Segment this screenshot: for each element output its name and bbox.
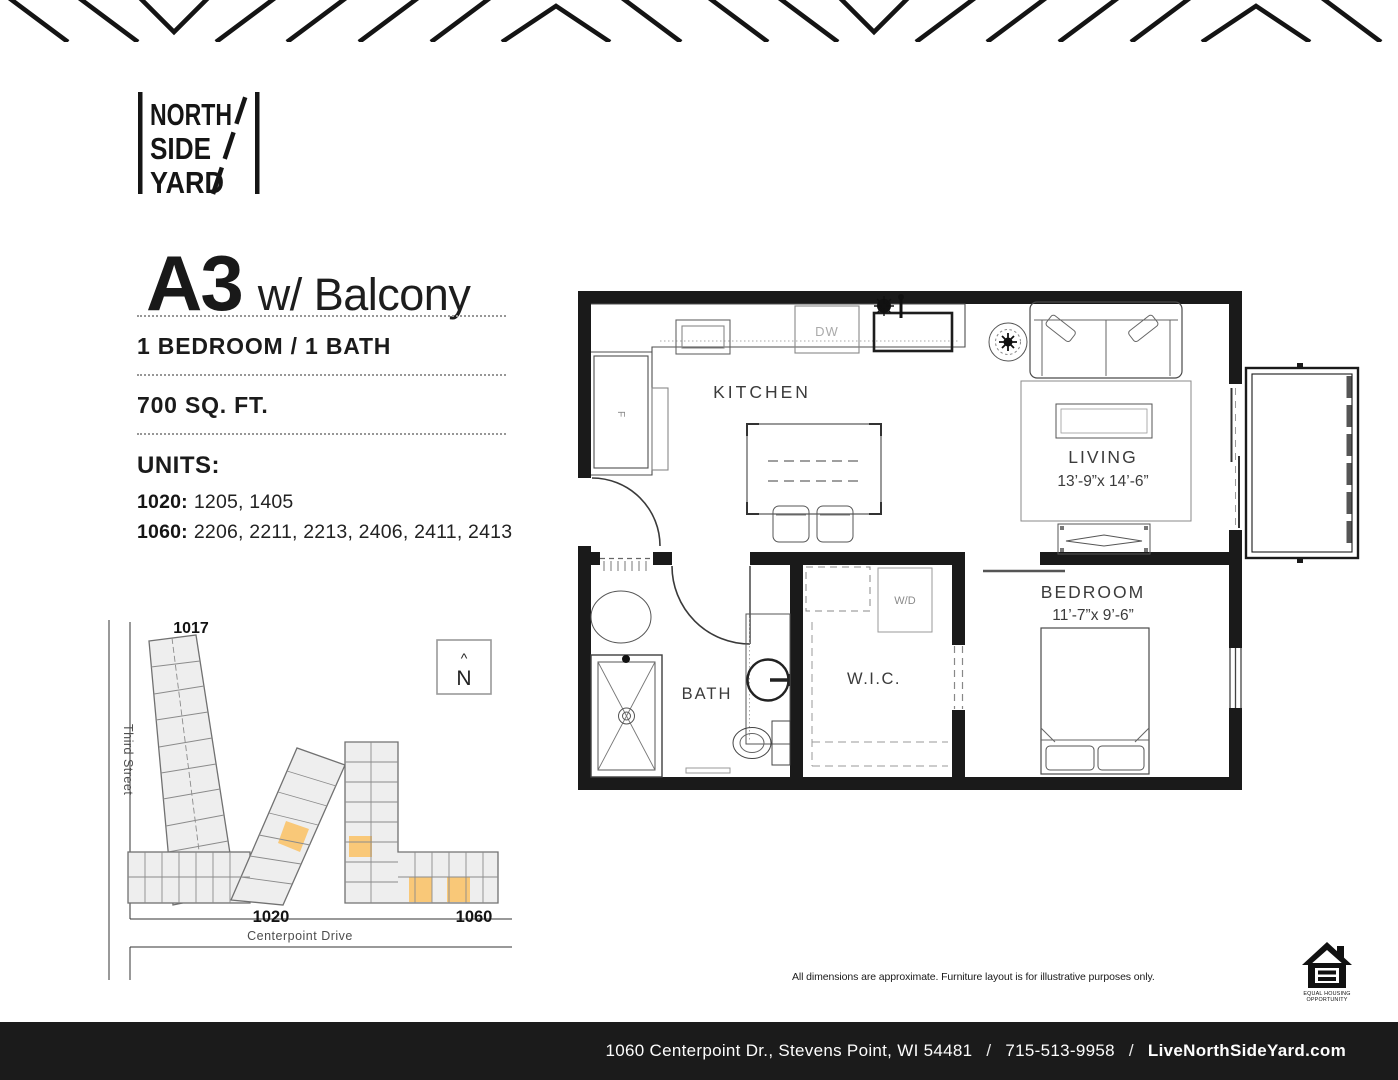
entry-door-swing <box>592 478 660 546</box>
washer-dryer-label: W/D <box>894 595 916 607</box>
wic-storage <box>806 567 870 611</box>
toilet <box>733 728 771 759</box>
brand-line-2: SIDE <box>150 131 211 166</box>
bedroom-dims: 11’-7”x 9’-6” <box>1052 607 1134 624</box>
building-code: 1060: <box>137 521 188 543</box>
bedroom-label: BEDROOM <box>1040 582 1146 602</box>
tv <box>1066 535 1142 546</box>
kitchen-label: KITCHEN <box>713 382 811 402</box>
eho-line1: EQUAL HOUSING <box>1303 991 1351 997</box>
site-map <box>95 608 515 983</box>
building-label-1020: 1020 <box>252 908 290 926</box>
living-room-furniture <box>989 302 1191 554</box>
toilet-tank <box>772 721 790 765</box>
bath-mat <box>686 768 730 773</box>
chevron-pattern <box>0 0 1398 42</box>
unit-list: 1205, 1405 <box>193 491 294 513</box>
unit-list: 2206, 2211, 2213, 2406, 2411, 2413 <box>193 521 513 543</box>
kitchen-island <box>747 424 881 542</box>
kitchen-sink <box>874 313 952 351</box>
brand-line-3: YARD <box>150 165 224 200</box>
units-row-1060 <box>137 521 512 544</box>
wic-shelving <box>812 622 948 766</box>
north-caret: ^ <box>460 650 468 666</box>
bath-fixtures <box>591 591 790 777</box>
footer-phone: 715-513-9958 <box>1005 1041 1115 1060</box>
bed <box>1041 628 1149 774</box>
equal-housing-logo <box>1300 938 1354 1002</box>
street-label-horizontal: Centerpoint Drive <box>247 929 353 943</box>
units-heading: UNITS: <box>137 452 220 479</box>
north-label: N <box>456 667 472 690</box>
pillow <box>1098 746 1144 770</box>
building-1060 <box>345 742 498 926</box>
tv-console <box>1058 524 1150 554</box>
bath-door-swing <box>672 566 750 644</box>
footer-website: LiveNorthSideYard.com <box>1147 1041 1346 1060</box>
dotted-rule <box>137 433 506 435</box>
plan-code: A3 <box>146 239 242 327</box>
plant <box>999 333 1017 351</box>
walls <box>578 291 1242 790</box>
balcony <box>1246 363 1358 563</box>
area-spec: 700 SQ. FT. <box>137 392 269 418</box>
throw-pillow <box>1045 314 1077 343</box>
wic-opening <box>955 646 963 709</box>
fridge-label: F <box>615 410 626 418</box>
floor-plan <box>556 268 1392 816</box>
bedroom-furniture <box>1041 628 1149 774</box>
wic-label: W.I.C. <box>847 670 901 688</box>
brand-line-1: NORTH <box>150 97 232 132</box>
disclaimer-text: All dimensions are approximate. Furniture layout is for illustrative purposes only. <box>792 971 1155 983</box>
building-label-1017: 1017 <box>173 620 209 637</box>
highlighted-unit <box>409 877 432 902</box>
building-code: 1020: <box>137 491 188 513</box>
balcony-door <box>1232 388 1240 528</box>
dishwasher-label: DW <box>815 324 839 339</box>
dotted-rule <box>137 315 506 317</box>
living-dims: 13’-9”x 14’-6” <box>1057 473 1149 490</box>
bed-bath-spec: 1 BEDROOM / 1 BATH <box>137 333 392 359</box>
pillow <box>1046 746 1094 770</box>
highlighted-unit <box>349 836 372 857</box>
stool <box>773 506 809 542</box>
wic-fixtures <box>806 567 948 766</box>
living-label: LIVING <box>1068 447 1138 467</box>
bedroom-window <box>1230 648 1241 708</box>
eho-roof-icon <box>1302 942 1352 965</box>
logo-right-bar <box>255 92 260 194</box>
entry-closet <box>600 559 653 572</box>
bath-table <box>591 591 651 643</box>
stool <box>817 506 853 542</box>
units-row-1020 <box>137 491 293 514</box>
street-label-vertical: Third Street <box>121 724 135 796</box>
north-arrow <box>437 640 491 694</box>
logo-left-bar <box>138 92 143 194</box>
footer-address: 1060 Centerpoint Dr., Stevens Point, WI 54481 <box>605 1041 973 1060</box>
plan-variant: w/ Balcony <box>257 269 471 320</box>
throw-pillow <box>1127 314 1159 343</box>
shower-head <box>622 655 630 663</box>
footer-separator: / <box>986 1041 992 1060</box>
eho-line2: OPPORTUNITY <box>1306 997 1348 1002</box>
footer-separator: / <box>1128 1041 1134 1060</box>
stove <box>676 320 730 354</box>
bath-label: BATH <box>681 685 733 703</box>
building-label-1060: 1060 <box>455 908 493 926</box>
dotted-rule <box>137 374 506 376</box>
plan-title <box>146 239 471 327</box>
highlighted-unit <box>447 877 470 902</box>
footer-bar <box>0 1022 1398 1080</box>
brand-logo <box>136 86 268 200</box>
